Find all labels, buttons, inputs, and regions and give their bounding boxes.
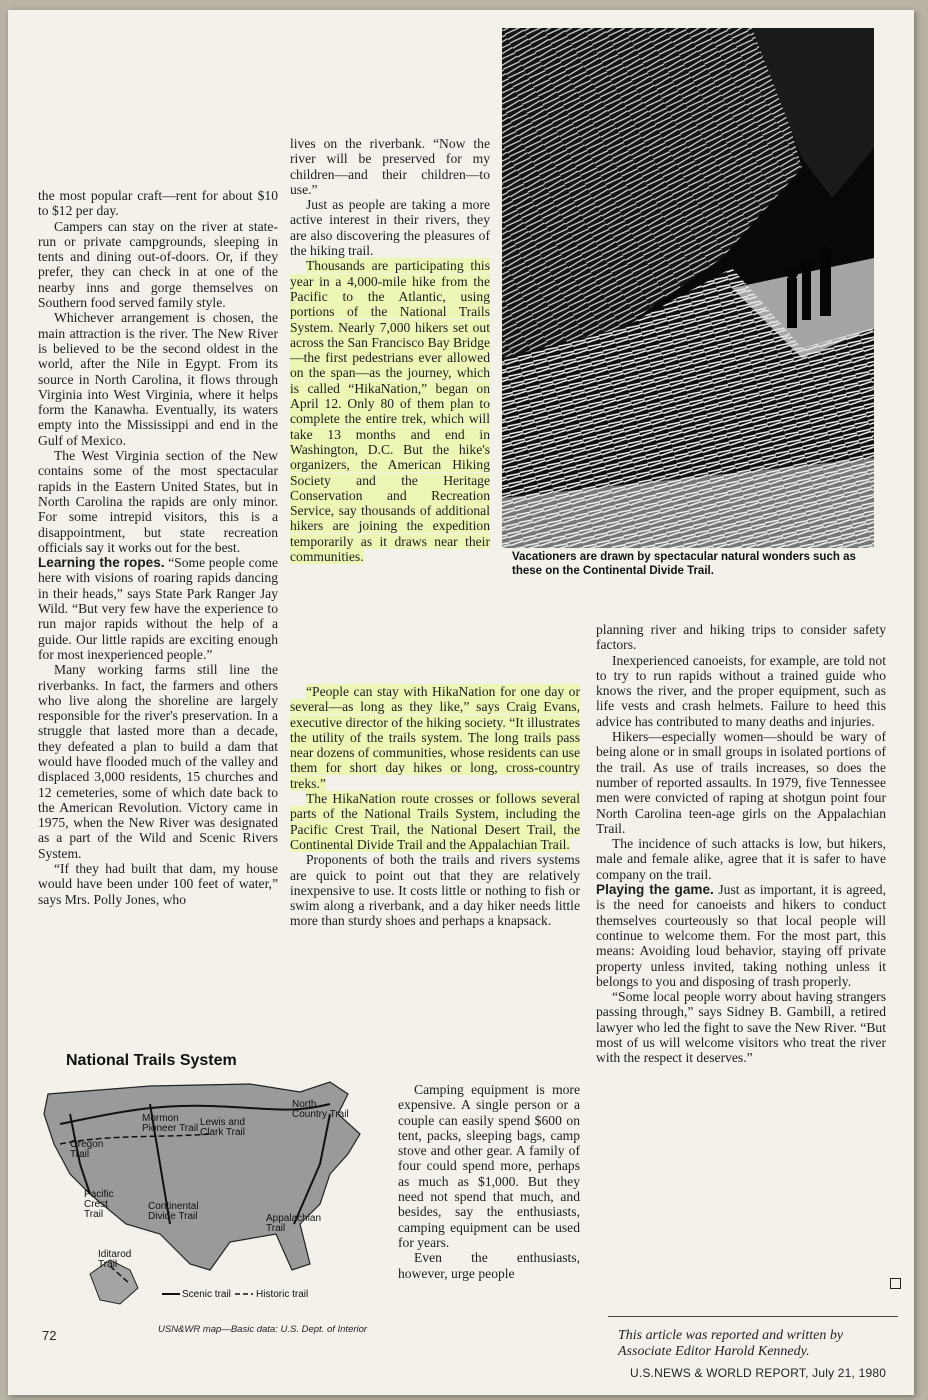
map-label-pacific-crest: Pacific Crest Trail (84, 1189, 114, 1220)
column-2-bottom (398, 1082, 580, 1281)
map-label-oregon: Oregon Trail (70, 1139, 104, 1160)
paragraph: Campers can stay on the river at state-run or private campgrounds, sleeping in tents and dining out-of-doors. Or, if they prefer, they can check in at one of the nearby inns and gorge themselves on Southern food served family style. (38, 218, 278, 311)
column-2-lower (290, 684, 580, 929)
highlighted-text: “People can stay with HikaNation for one day or several—as long as they like,” says Craig Evans, executive director of the hiking society. “It illustrates the utility of the trails system. The long trails pass near dozens of communities, whose residents can use them for short day hikes or long, cross-country treks.” (290, 684, 580, 791)
paragraph: Even the enthusiasts, however, urge people (398, 1250, 580, 1281)
paragraph: Many working farms still line the riverbanks. In fact, the farmers and others who live along the shoreline are largely responsible for the river's preservation. In a struggle that lasted more than a decade, they defeated a plan to build a dam that would have flooded much of the valley and displaced 3,000 residents, 15 churches and 12 cemeteries, some of which date back to the American Revolution. Victory came in 1975, when the New River was designated as a part of the Wild and Scenic Rivers System. (38, 662, 278, 861)
column-3 (596, 622, 886, 1066)
map-label-iditarod: Iditarod Trail (98, 1249, 132, 1270)
legend-historic: Historic trail (256, 1289, 309, 1300)
paragraph: Playing the game. Just as important, it is agreed, is the need for canoeists and hikers to conduct themselves courteously so that local people will continue to welcome them. For the most part, this means: Avoiding loud behavior, staying off private property unless invited, taking nothing unless it belongs to you and disposing of trash properly. (596, 882, 886, 989)
paragraph: Camping equipment is more expensive. A single person or a couple can easily spend $600 on tent, packs, sleeping bags, camp stove and other gear. A family of four could spend more, perhaps as much as $1,000. But they need not spend that much, and besides, say the enthusiasts, camping equipment can be used for years. (398, 1082, 580, 1250)
byline: This article was reported and written by Associate Editor Harold Kennedy. (618, 1328, 844, 1359)
subhead-learning-the-ropes: Learning the ropes. (38, 555, 165, 571)
publication-footer: U.S.NEWS & WORLD REPORT, July 21, 1980 (630, 1366, 887, 1380)
paragraph: Hikers—especially women—should be wary of being alone or in small groups in isolated portions of the trail. As use of trails increases, so does the number of reported assaults. In 1979, five Tennessee men were convicted of raping at shotgun point four North Carolina teen-age girls on the Appalachian Trail. (596, 729, 886, 836)
divider (608, 1316, 898, 1317)
paragraph: Learning the ropes. “Some people come here with visions of roaring rapids dancing in their heads,” says State Park Ranger Jay Wild. “But very few have the experience to run major rapids without the help of a guide. Our little rapids are exciting enough for most inexperienced people.” (38, 555, 279, 662)
paragraph (290, 684, 580, 791)
paragraph (290, 791, 580, 852)
paragraph: Just as people are taking a more active interest in their rivers, they are also discovering the pleasures of the hiking trail. (290, 197, 490, 259)
map-credit: USN&WR map—Basic data: U.S. Dept. of Interior (158, 1324, 368, 1335)
map-title: National Trails System (66, 1052, 237, 1069)
paragraph: planning river and hiking trips to consider safety factors. (596, 622, 886, 653)
subhead-playing-the-game: Playing the game. (596, 882, 714, 898)
paragraph: “If they had built that dam, my house would have been under 100 feet of water,” says Mrs. Polly Jones, who (38, 861, 278, 907)
magazine-page (8, 10, 914, 1395)
column-1 (38, 188, 278, 907)
paragraph: Inexperienced canoeists, for example, are told not to try to run rapids without a trained guide who knows the river, and the proper equipment, such as life vests and crash helmets. Failure to heed this advice has contributed to many deaths and injuries. (596, 652, 886, 729)
trail-photo (502, 28, 874, 548)
cliff-photo-image (502, 28, 874, 548)
paragraph: “Some local people worry about having strangers passing through,” says Sidney B. Gambill, a retired lawyer who led the fight to save the New River. “But most of us will welcome visitors who treat the river with the respect it deserves.” (596, 989, 886, 1066)
photo-caption: Vacationers are drawn by spectacular natural wonders such as these on the Continental Divide Trail. (512, 551, 856, 577)
map-label-appalachian: Appalachian Trail (266, 1213, 322, 1234)
paragraph: The West Virginia section of the New contains some of the most spectacular rapids in the Eastern United States, but in North Carolina the rapids are only minor. For some intrepid visitors, this is a disappointment, but state recreation officials say it works out for the best. (38, 448, 278, 555)
legend-scenic: Scenic trail (182, 1289, 231, 1300)
map-label-lewis-clark: Lewis and Clark Trail (200, 1117, 246, 1138)
end-mark-icon (890, 1278, 901, 1289)
trails-map (30, 1074, 390, 1330)
map-label-north-country: North Country Trail (292, 1099, 349, 1120)
highlighted-text: Thousands are participating this year in a 4,000-mile hike from the Pacific to the Atlantic, using portions of the National Trails System. Nearly 7,000 hikers set out across the San Francisco Bay Bridge—the first pedestrians ever allowed on the span—as the journey, which is called “HikaNation,” began on April 12. Only 80 of them plan to complete the entire trek, which will take 13 months and end in Washington, D.C. But the hike's organizers, the American Hiking Society and the Heritage Conservation and Recreation Service, say thousands of additional hikers are joining the expedition temporarily as it draws near their communities. (290, 258, 490, 565)
paragraph: Proponents of both the trails and rivers systems are quick to point out that they are relatively inexpensive to use. It costs little or nothing to fish or swim along a riverbank, and a day hiker needs little more than sturdy shoes and perhaps a knapsack. (290, 852, 580, 929)
column-2 (290, 136, 490, 564)
paragraph: the most popular craft—rent for about $10 to $12 per day. (38, 188, 278, 219)
paragraph: The incidence of such attacks is low, but hikers, male and female alike, agree that it is safer to have company on the trail. (596, 836, 886, 882)
paragraph: Whichever arrangement is chosen, the main attraction is the river. The New River is believed to be the second oldest in the world, after the Nile in Egypt. From its source in North Carolina, it flows through Virginia into West Virginia, where it helps form the Kanawha. Eventually, its waters empty into the Mississippi and end in the Gulf of Mexico. (38, 310, 278, 448)
paragraph: lives on the riverbank. “Now the river will be preserved for my children—and their children—to use.” (290, 136, 490, 197)
page-number: 72 (42, 1328, 57, 1343)
highlighted-text: The HikaNation route crosses or follows several parts of the National Trails System, including the Pacific Crest Trail, the National Desert Trail, the Continental Divide Trail and the Appalachian Trail. (290, 791, 580, 852)
paragraph (290, 258, 490, 564)
map-label-continental: Continental Divide Trail (148, 1201, 199, 1222)
map-label-mormon: Mormon Pioneer Trail (142, 1113, 199, 1134)
